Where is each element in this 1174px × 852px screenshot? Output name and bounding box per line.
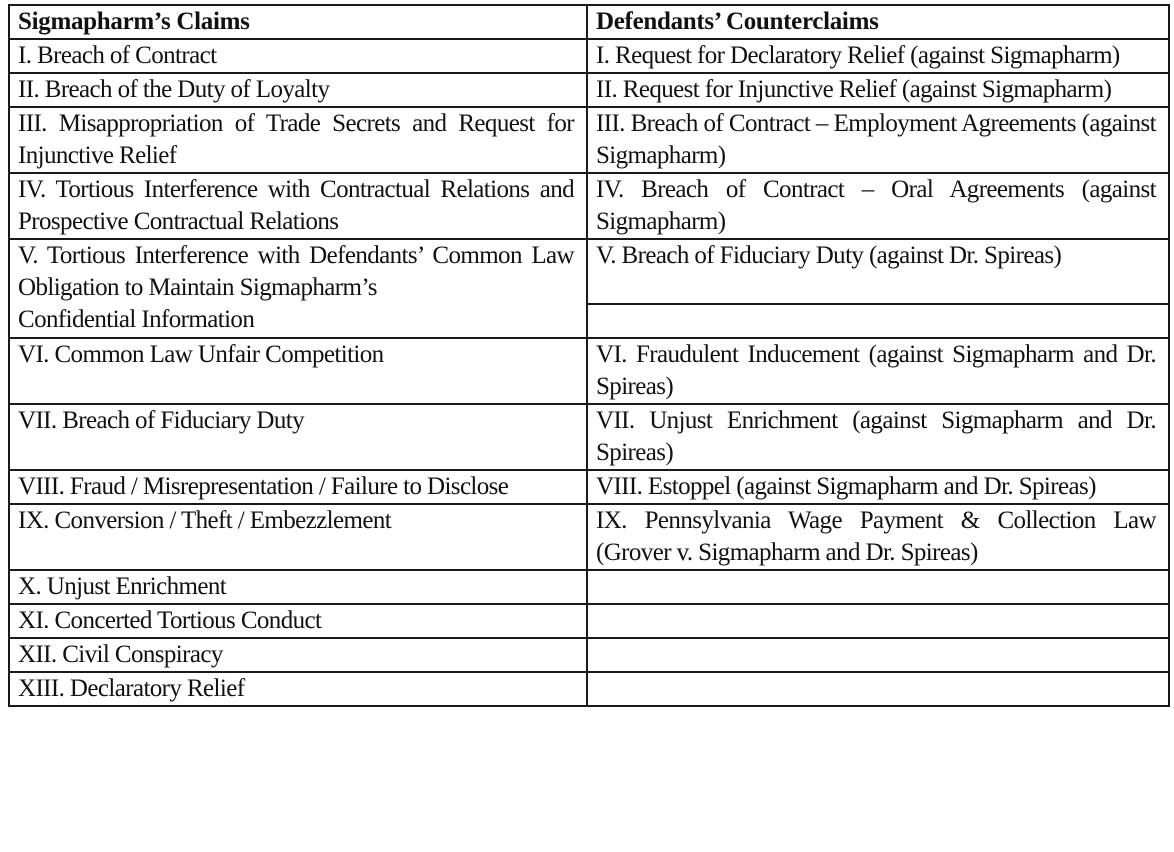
counterclaim-cell: VII. Unjust Enrichment (against Sigmapharm and Dr. Spireas): [587, 404, 1169, 470]
claim-cell: VI. Common Law Unfair Competition: [9, 338, 587, 404]
table-row: [9, 672, 1169, 706]
claim-cell: III. Misappropriation of Trade Secrets and Request for Injunctive Relief: [9, 107, 587, 173]
claim-cell: VII. Breach of Fiduciary Duty: [9, 404, 587, 470]
counterclaim-cell: V. Breach of Fiduciary Duty (against Dr. Spireas): [587, 239, 1169, 304]
table-row: [9, 73, 1169, 107]
counterclaim-cell: [587, 570, 1169, 604]
counterclaim-cell: III. Breach of Contract – Employment Agreements (against Sigmapharm): [587, 107, 1169, 173]
counterclaim-cell: VIII. Estoppel (against Sigmapharm and Dr. Spireas): [587, 470, 1169, 504]
claim-cell: Confidential Information: [9, 304, 587, 338]
table-row: [9, 239, 1169, 304]
claim-cell: X. Unjust Enrichment: [9, 570, 587, 604]
header-sigmapharm-claims: Sigmapharm’s Claims: [9, 5, 587, 39]
counterclaim-cell: [587, 604, 1169, 638]
claim-cell: IX. Conversion / Theft / Embezzlement: [9, 504, 587, 570]
table-row: [9, 570, 1169, 604]
table-row: [9, 39, 1169, 73]
claims-table: [8, 4, 1170, 707]
claim-cell: I. Breach of Contract: [9, 39, 587, 73]
table-row: [9, 470, 1169, 504]
table-row: [9, 638, 1169, 672]
claim-cell: V. Tortious Interference with Defendants’ Common Law Obligation to Maintain Sigmapharm’s: [9, 239, 587, 304]
header-row: [9, 5, 1169, 39]
table-row: [9, 338, 1169, 404]
counterclaim-cell: II. Request for Injunctive Relief (against Sigmapharm): [587, 73, 1169, 107]
claim-cell: XII. Civil Conspiracy: [9, 638, 587, 672]
counterclaim-cell: [587, 304, 1169, 338]
claim-cell: XI. Concerted Tortious Conduct: [9, 604, 587, 638]
claim-cell: II. Breach of the Duty of Loyalty: [9, 73, 587, 107]
table-row: [9, 604, 1169, 638]
table-row: [9, 404, 1169, 470]
counterclaim-cell: I. Request for Declaratory Relief (against Sigmapharm): [587, 39, 1169, 73]
table-row: [9, 173, 1169, 239]
counterclaim-cell: IX. Pennsylvania Wage Payment & Collection Law (Grover v. Sigmapharm and Dr. Spireas): [587, 504, 1169, 570]
counterclaim-cell: [587, 638, 1169, 672]
claim-cell: VIII. Fraud / Misrepresentation / Failure to Disclose: [9, 470, 587, 504]
header-defendants-counterclaims: Defendants’ Counterclaims: [587, 5, 1169, 39]
table-row: [9, 304, 1169, 338]
counterclaim-cell: [587, 672, 1169, 706]
counterclaim-cell: VI. Fraudulent Inducement (against Sigmapharm and Dr. Spireas): [587, 338, 1169, 404]
claim-cell: XIII. Declaratory Relief: [9, 672, 587, 706]
table-row: [9, 504, 1169, 570]
claim-cell: IV. Tortious Interference with Contractual Relations and Prospective Contractual Relations: [9, 173, 587, 239]
counterclaim-cell: IV. Breach of Contract – Oral Agreements (against Sigmapharm): [587, 173, 1169, 239]
table-row: [9, 107, 1169, 173]
